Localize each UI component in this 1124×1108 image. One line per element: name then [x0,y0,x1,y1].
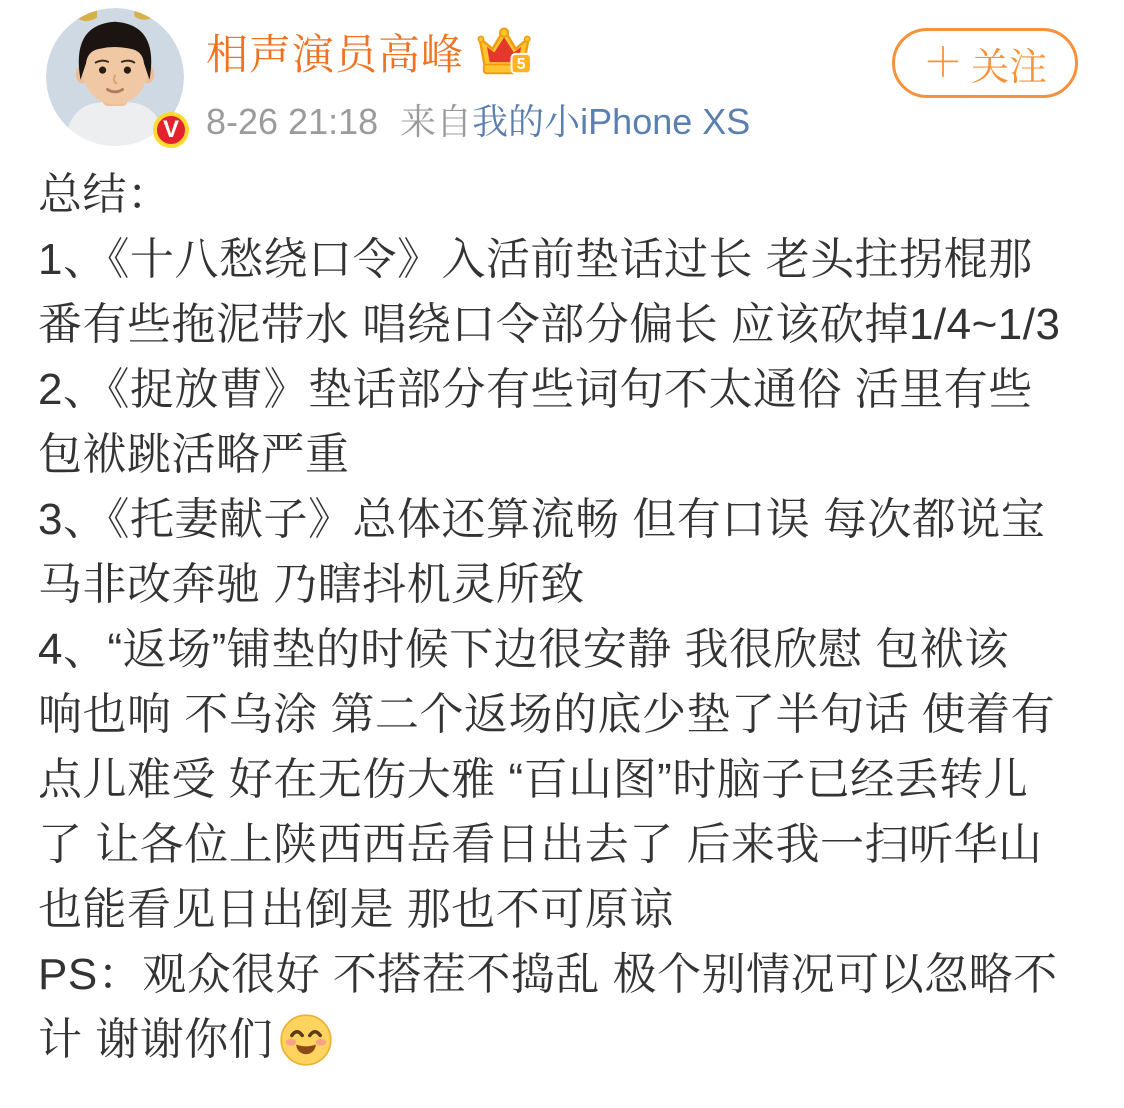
plus-icon: ＋ [922,41,963,85]
follow-button-label: 关注 [970,46,1047,89]
post-text-line-text: 计 谢谢你们 [38,1015,274,1064]
post-text-line: 4、“返场”铺垫的时候下边很安静 我很欣慰 包袱该 [38,625,1009,674]
post-meta [206,94,750,145]
smiling-face-with-smiling-eyes-emoji-icon [279,1013,333,1067]
source-link[interactable]: 我的小iPhone XS [472,101,751,142]
post-text-line: 包袱跳活略严重 [38,430,350,479]
source-prefix: 来自 [400,101,473,142]
post-text-line: 2、《捉放曹》垫话部分有些词句不太通俗 活里有些 [38,365,1033,414]
post-text-line: 响也响 不乌涂 第二个返场的底少垫了半句话 使着有 [38,690,1056,739]
vip-crown-level-5-icon [476,27,534,77]
post-header [46,8,1078,158]
svg-text:5: 5 [516,56,526,74]
post-text-line: PS：观众很好 不搭茬不捣乱 极个别情况可以忽略不 [38,950,1058,999]
post-content [38,162,1104,1072]
header-info [206,22,750,145]
avatar[interactable] [46,8,184,146]
username[interactable]: 相声演员高峰 [206,31,465,78]
post-text-line: 点儿难受 好在无伤大雅 “百山图”时脑子已经丢转儿 [38,755,1029,804]
post-text-line: 了 让各位上陕西西岳看日出去了 后来我一扫听华山 [38,820,1043,869]
post-text-line: 1、《十八愁绕口令》入活前垫话过长 老头拄拐棍那 [38,235,1033,284]
post-text-line: 总结： [38,170,172,219]
verified-v-icon: V [153,112,189,148]
timestamp: 8-26 21:18 [206,101,379,142]
post-text-line: 也能看见日出倒是 那也不可原谅 [38,885,674,934]
follow-button[interactable] [892,28,1078,98]
post-text-line: 3、《托妻献子》总体还算流畅 但有口误 每次都说宝 [38,495,1046,544]
post-text-line: 番有些拖泥带水 唱绕口令部分偏长 应该砍掉1/4~1/3 [38,300,1061,349]
post-text-line: 马非改奔驰 乃瞎抖机灵所致 [38,560,585,609]
post-text-line [38,1007,1104,1072]
